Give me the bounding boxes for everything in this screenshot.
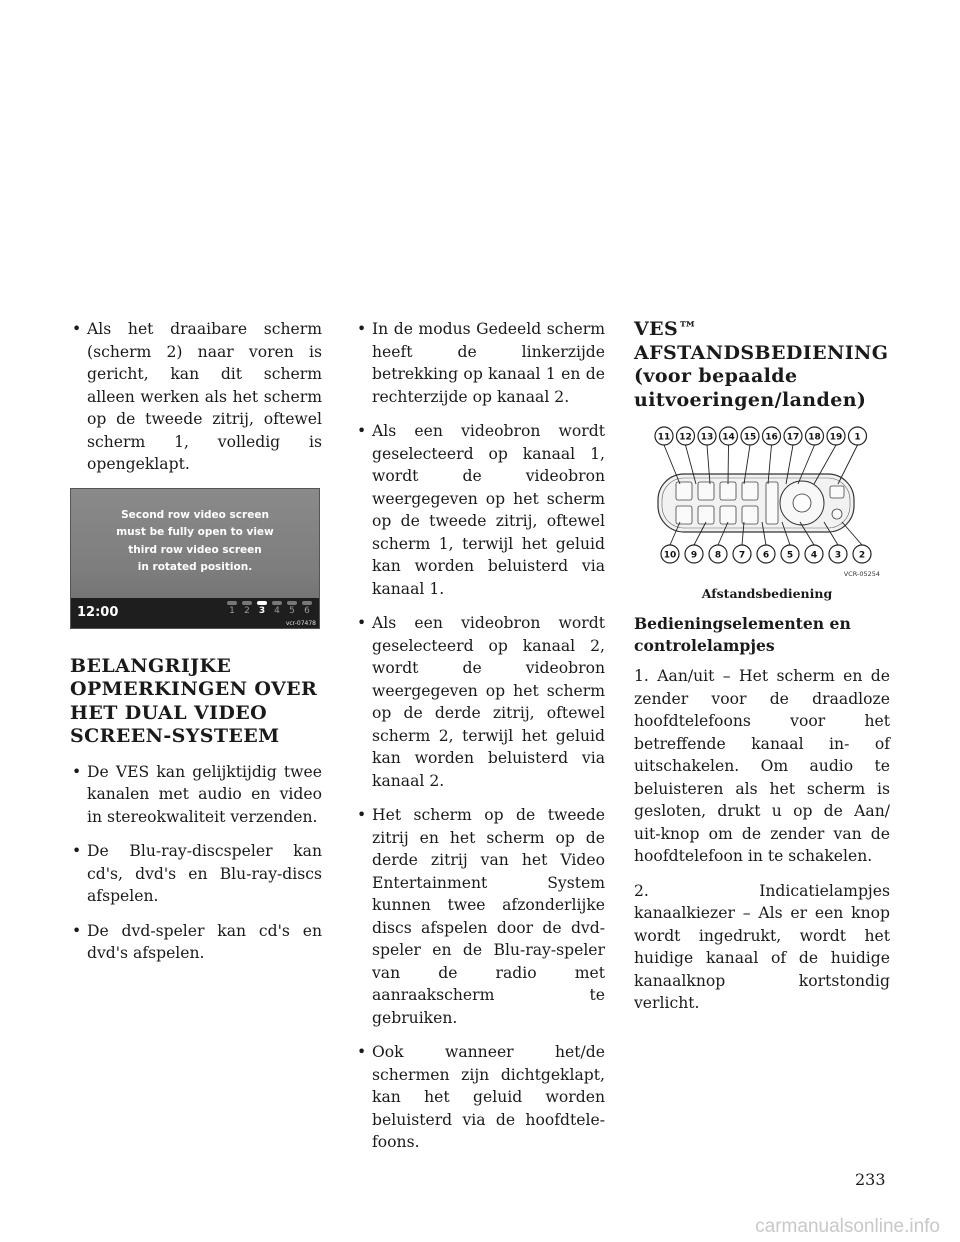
remote-enter-button <box>793 494 811 512</box>
screen-message <box>71 507 319 577</box>
bullet-item: • Als het draaibare scherm (scherm 2) naar voren is gericht, kan dit scherm alleen werken als het scherm op de tweede zitrij, oftewel scherm 1, volledig is opengeklapt. <box>70 318 322 476</box>
callout-number: 3 <box>834 550 842 561</box>
channel-number: 4 <box>274 605 280 616</box>
channel-dot-icon <box>287 601 297 605</box>
callout-number: 16 <box>765 432 778 443</box>
callout-number: 17 <box>786 432 800 443</box>
paragraph-power: 1. Aan/uit – Het scherm en de zender voor de draadloze hoofdtelefoons voor het betreffende kanaal in- of uitschakelen. Om audio te beluisteren als het scherm is gesloten, drukt u op de Aan/ uit-knop om de zender van de hoofdtelefoon in te schakelen. <box>634 667 890 865</box>
column-middle <box>355 318 605 1166</box>
callout-line <box>842 522 862 545</box>
callout-number: 4 <box>810 550 818 561</box>
channel-indicator <box>286 601 298 616</box>
remote-button <box>676 482 692 500</box>
screen-message-line: must be fully open to view <box>116 526 274 538</box>
screen-clock: 12:00 <box>77 604 119 620</box>
remote-button <box>742 506 758 524</box>
section-heading-remote <box>634 318 890 412</box>
section-heading-dual-video: BELANGRIJKE OPMERKINGEN OVER HET DUAL VIDEO SCREEN-SYSTEEM <box>70 654 318 747</box>
remote-button <box>698 482 714 500</box>
page-number: 233 <box>855 1170 886 1189</box>
bullet-item: • Ook wanneer het/de schermen zijn dichtgeklapt, kan het geluid worden beluisterd via de hoofdtelefoons. <box>355 1041 605 1154</box>
bullet-item: • Als een videobron wordt geselecteerd op kanaal 1, wordt de videobron weergegeven op het scherm op de tweede zitrij, oftewel scherm 1, terwijl het geluid kan worden beluisterd via kanaal 1. <box>355 420 605 600</box>
callout-number: 14 <box>722 432 735 443</box>
remote-button <box>742 482 758 500</box>
subheading-controls: Bedieningselementen en controlelampjes <box>634 614 851 655</box>
channel-number: 2 <box>244 605 250 616</box>
callout-number: 6 <box>762 550 770 561</box>
callout-number: 9 <box>690 550 698 561</box>
bullet-item: • De VES kan gelijktijdig twee kanalen met audio en video in stereokwaliteit verzenden. <box>70 761 322 829</box>
callout-number: 13 <box>700 432 714 443</box>
bullet-item: • De dvd-speler kan cd's en dvd's afspelen. <box>70 920 322 965</box>
channel-dot-icon <box>242 601 252 605</box>
channel-number: 3 <box>258 605 266 616</box>
callout-number: 12 <box>679 432 692 443</box>
bullet-item: • In de modus Gedeeld scherm heeft de linkerzijde betrekking op kanaal 1 en de rechterzijde op kanaal 2. <box>355 318 605 408</box>
callout-number: 7 <box>738 550 746 561</box>
channel-indicator <box>301 601 313 616</box>
bullet-item: • Het scherm op de tweede zitrij en het scherm op de derde zitrij van het Video Entertainment System kunnen twee afzonderlijke discs afspelen door de dvd-speler en de Blu-ray-speler van de radio met aanraakscherm te gebruiken. <box>355 804 605 1029</box>
heading-line: uitvoeringen/landen) <box>634 388 867 411</box>
remote-button <box>720 482 736 500</box>
callout-line <box>728 445 729 484</box>
figure-code: VCR-05254 <box>843 570 880 578</box>
remote-button <box>830 486 844 498</box>
callout-number: 10 <box>663 550 677 561</box>
remote-control-illustration <box>644 424 884 584</box>
callout-number: 1 <box>854 432 861 443</box>
column-right <box>634 318 890 1027</box>
channel-indicator <box>271 601 283 616</box>
watermark: carmanualsonline.info <box>755 1216 940 1237</box>
screen-message-line: Second row video screen <box>121 508 269 521</box>
channel-number: 6 <box>304 605 310 616</box>
remote-button <box>720 506 736 524</box>
screen-status-bar <box>71 598 319 628</box>
bullet-list-top <box>70 318 322 476</box>
remote-button <box>698 506 714 524</box>
channel-indicator <box>241 601 253 616</box>
channel-dot-icon <box>302 601 312 605</box>
screen-message-line: in rotated position. <box>137 561 253 573</box>
callout-line <box>838 445 858 484</box>
column-left <box>70 318 322 977</box>
channel-indicator <box>256 601 268 616</box>
remote-button <box>676 506 692 524</box>
screen-message-figure <box>70 488 320 629</box>
heading-line: VES™ <box>634 318 698 340</box>
heading-line: AFSTANDSBEDIENING <box>634 341 889 364</box>
callout-number: 18 <box>808 432 821 443</box>
heading-line: (voor bepaalde <box>634 365 798 387</box>
remote-control-figure <box>644 424 884 584</box>
figure-code: vcr-07478 <box>285 619 316 627</box>
callout-number: 19 <box>829 432 843 443</box>
channel-dot-icon <box>257 601 267 605</box>
callout-number: 11 <box>657 432 671 443</box>
channel-dot-icon <box>227 601 237 605</box>
channel-dot-icon <box>272 601 282 605</box>
remote-button <box>832 509 842 519</box>
paragraph-channel-indicators: 2. Indicatielampjes kanaalkiezer – Als er een knop wordt ingedrukt, wordt het huidige kanaal of de huidige kanaalknop kortstondig verlicht. <box>634 881 890 1012</box>
figure-caption: Afstandsbediening <box>701 586 833 601</box>
callout-number: 15 <box>743 432 757 443</box>
remote-button <box>766 482 778 524</box>
channel-number: 1 <box>229 605 235 616</box>
channel-indicators <box>226 601 313 616</box>
screen-message-line: third row video screen <box>128 543 262 556</box>
bullet-list-middle <box>355 318 605 1154</box>
bullet-item: • De Blu-ray-discspeler kan cd's, dvd's en Blu-ray-discs afspelen. <box>70 840 322 908</box>
bullet-list-dual-video <box>70 761 322 965</box>
callout-number: 2 <box>858 550 866 561</box>
channel-indicator <box>226 601 238 616</box>
bullet-item: • Als een videobron wordt geselecteerd op kanaal 2, wordt de videobron weergegeven op het scherm op de derde zitrij, oftewel scherm 2, terwijl het geluid kan worden beluisterd via kanaal 2. <box>355 612 605 792</box>
channel-number: 5 <box>289 605 295 616</box>
callout-number: 5 <box>786 550 794 561</box>
callout-number: 8 <box>714 550 722 561</box>
